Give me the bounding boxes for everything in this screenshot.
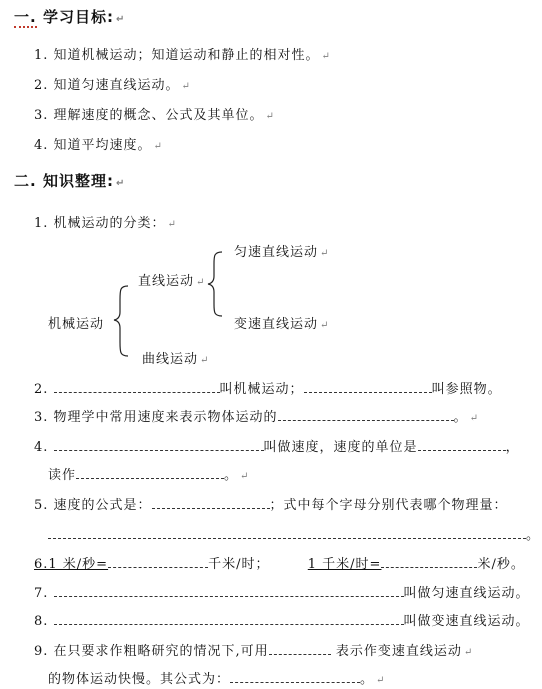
question-6: 6.1 米/秒= 千米/时； 1 千米/时= 米/秒。 — [34, 557, 525, 572]
brace-linear — [208, 252, 222, 316]
paragraph-mark-icon: ↵ — [167, 219, 177, 230]
answer-blank — [54, 382, 220, 393]
paragraph-mark-icon: ↵ — [469, 413, 479, 424]
paragraph-mark-icon: ↵ — [200, 355, 210, 366]
paragraph-mark-icon: ↵ — [196, 277, 206, 288]
question-9-line-2: 的物体运动快慢。其公式为： 。 ↵ — [48, 672, 386, 687]
objective-3: 3. 理解速度的概念、公式及其单位。 ↵ — [34, 108, 275, 123]
question-8: 8. 叫做变速直线运动。 — [34, 614, 530, 629]
section-1-title: 学习目标: — [42, 8, 114, 26]
paragraph-mark-icon: ↵ — [320, 248, 330, 259]
answer-blank — [54, 440, 264, 451]
section-2-title: 知识整理: — [42, 172, 114, 190]
question-9: 9. 在只要求作粗略研究的情况下,可用 表示作变速直线运动 ↵ — [34, 644, 474, 659]
answer-blank — [48, 528, 526, 539]
answer-blank — [269, 644, 331, 655]
answer-blank — [54, 586, 404, 597]
answer-blank — [230, 672, 360, 683]
paragraph-mark-icon: ↵ — [376, 675, 386, 686]
section-2-number: 二. — [14, 172, 37, 190]
answer-blank — [304, 382, 432, 393]
answer-blank — [76, 468, 224, 479]
question-5: 5. 速度的公式是： ；式中每个字母分别代表哪个物理量： — [34, 498, 508, 513]
answer-blank — [381, 557, 477, 568]
question-7: 7. 叫做匀速直线运动。 — [34, 586, 530, 601]
answer-blank — [108, 557, 208, 568]
paragraph-mark-icon: ↵ — [115, 14, 126, 25]
paragraph-mark-icon: ↵ — [265, 111, 275, 122]
tree-uniform-linear: 匀速直线运动 ↵ — [234, 245, 330, 260]
paragraph-mark-icon: ↵ — [321, 51, 331, 62]
question-2: 2. 叫机械运动； 叫参照物。 — [34, 382, 502, 397]
question-5-line-2: 。 — [48, 524, 540, 543]
paragraph-mark-icon: ↵ — [181, 81, 191, 92]
paragraph-mark-icon: ↵ — [320, 320, 330, 331]
objective-4: 4. 知道平均速度。 ↵ — [34, 138, 163, 153]
question-1: 1. 机械运动的分类： ↵ — [34, 216, 177, 231]
question-4: 4. 叫做速度，速度的单位是 ， — [34, 440, 520, 455]
answer-blank — [54, 614, 404, 625]
section-1-number: 一. — [14, 8, 37, 26]
paragraph-mark-icon: ↵ — [463, 647, 474, 658]
paragraph-mark-icon: ↵ — [153, 141, 163, 152]
tree-linear-motion: 直线运动 ↵ — [138, 274, 206, 289]
question-4-line-2: 读作 。 ↵ — [48, 468, 250, 483]
tree-variable-linear: 变速直线运动 ↵ — [234, 317, 330, 332]
question-3: 3. 物理学中常用速度来表示物体运动的 。 ↵ — [34, 410, 479, 425]
objective-2: 2. 知道匀速直线运动。 ↵ — [34, 78, 191, 93]
brace-root — [114, 286, 128, 356]
paragraph-mark-icon: ↵ — [240, 471, 250, 482]
answer-blank — [278, 410, 454, 421]
tree-curvilinear: 曲线运动 ↵ — [142, 352, 210, 367]
paragraph-mark-icon: ↵ — [115, 178, 126, 189]
objective-1: 1. 知道机械运动；知道运动和静止的相对性。 ↵ — [34, 48, 331, 63]
answer-blank — [152, 498, 270, 509]
tree-root: 机械运动 — [48, 317, 105, 332]
answer-blank — [418, 440, 506, 451]
